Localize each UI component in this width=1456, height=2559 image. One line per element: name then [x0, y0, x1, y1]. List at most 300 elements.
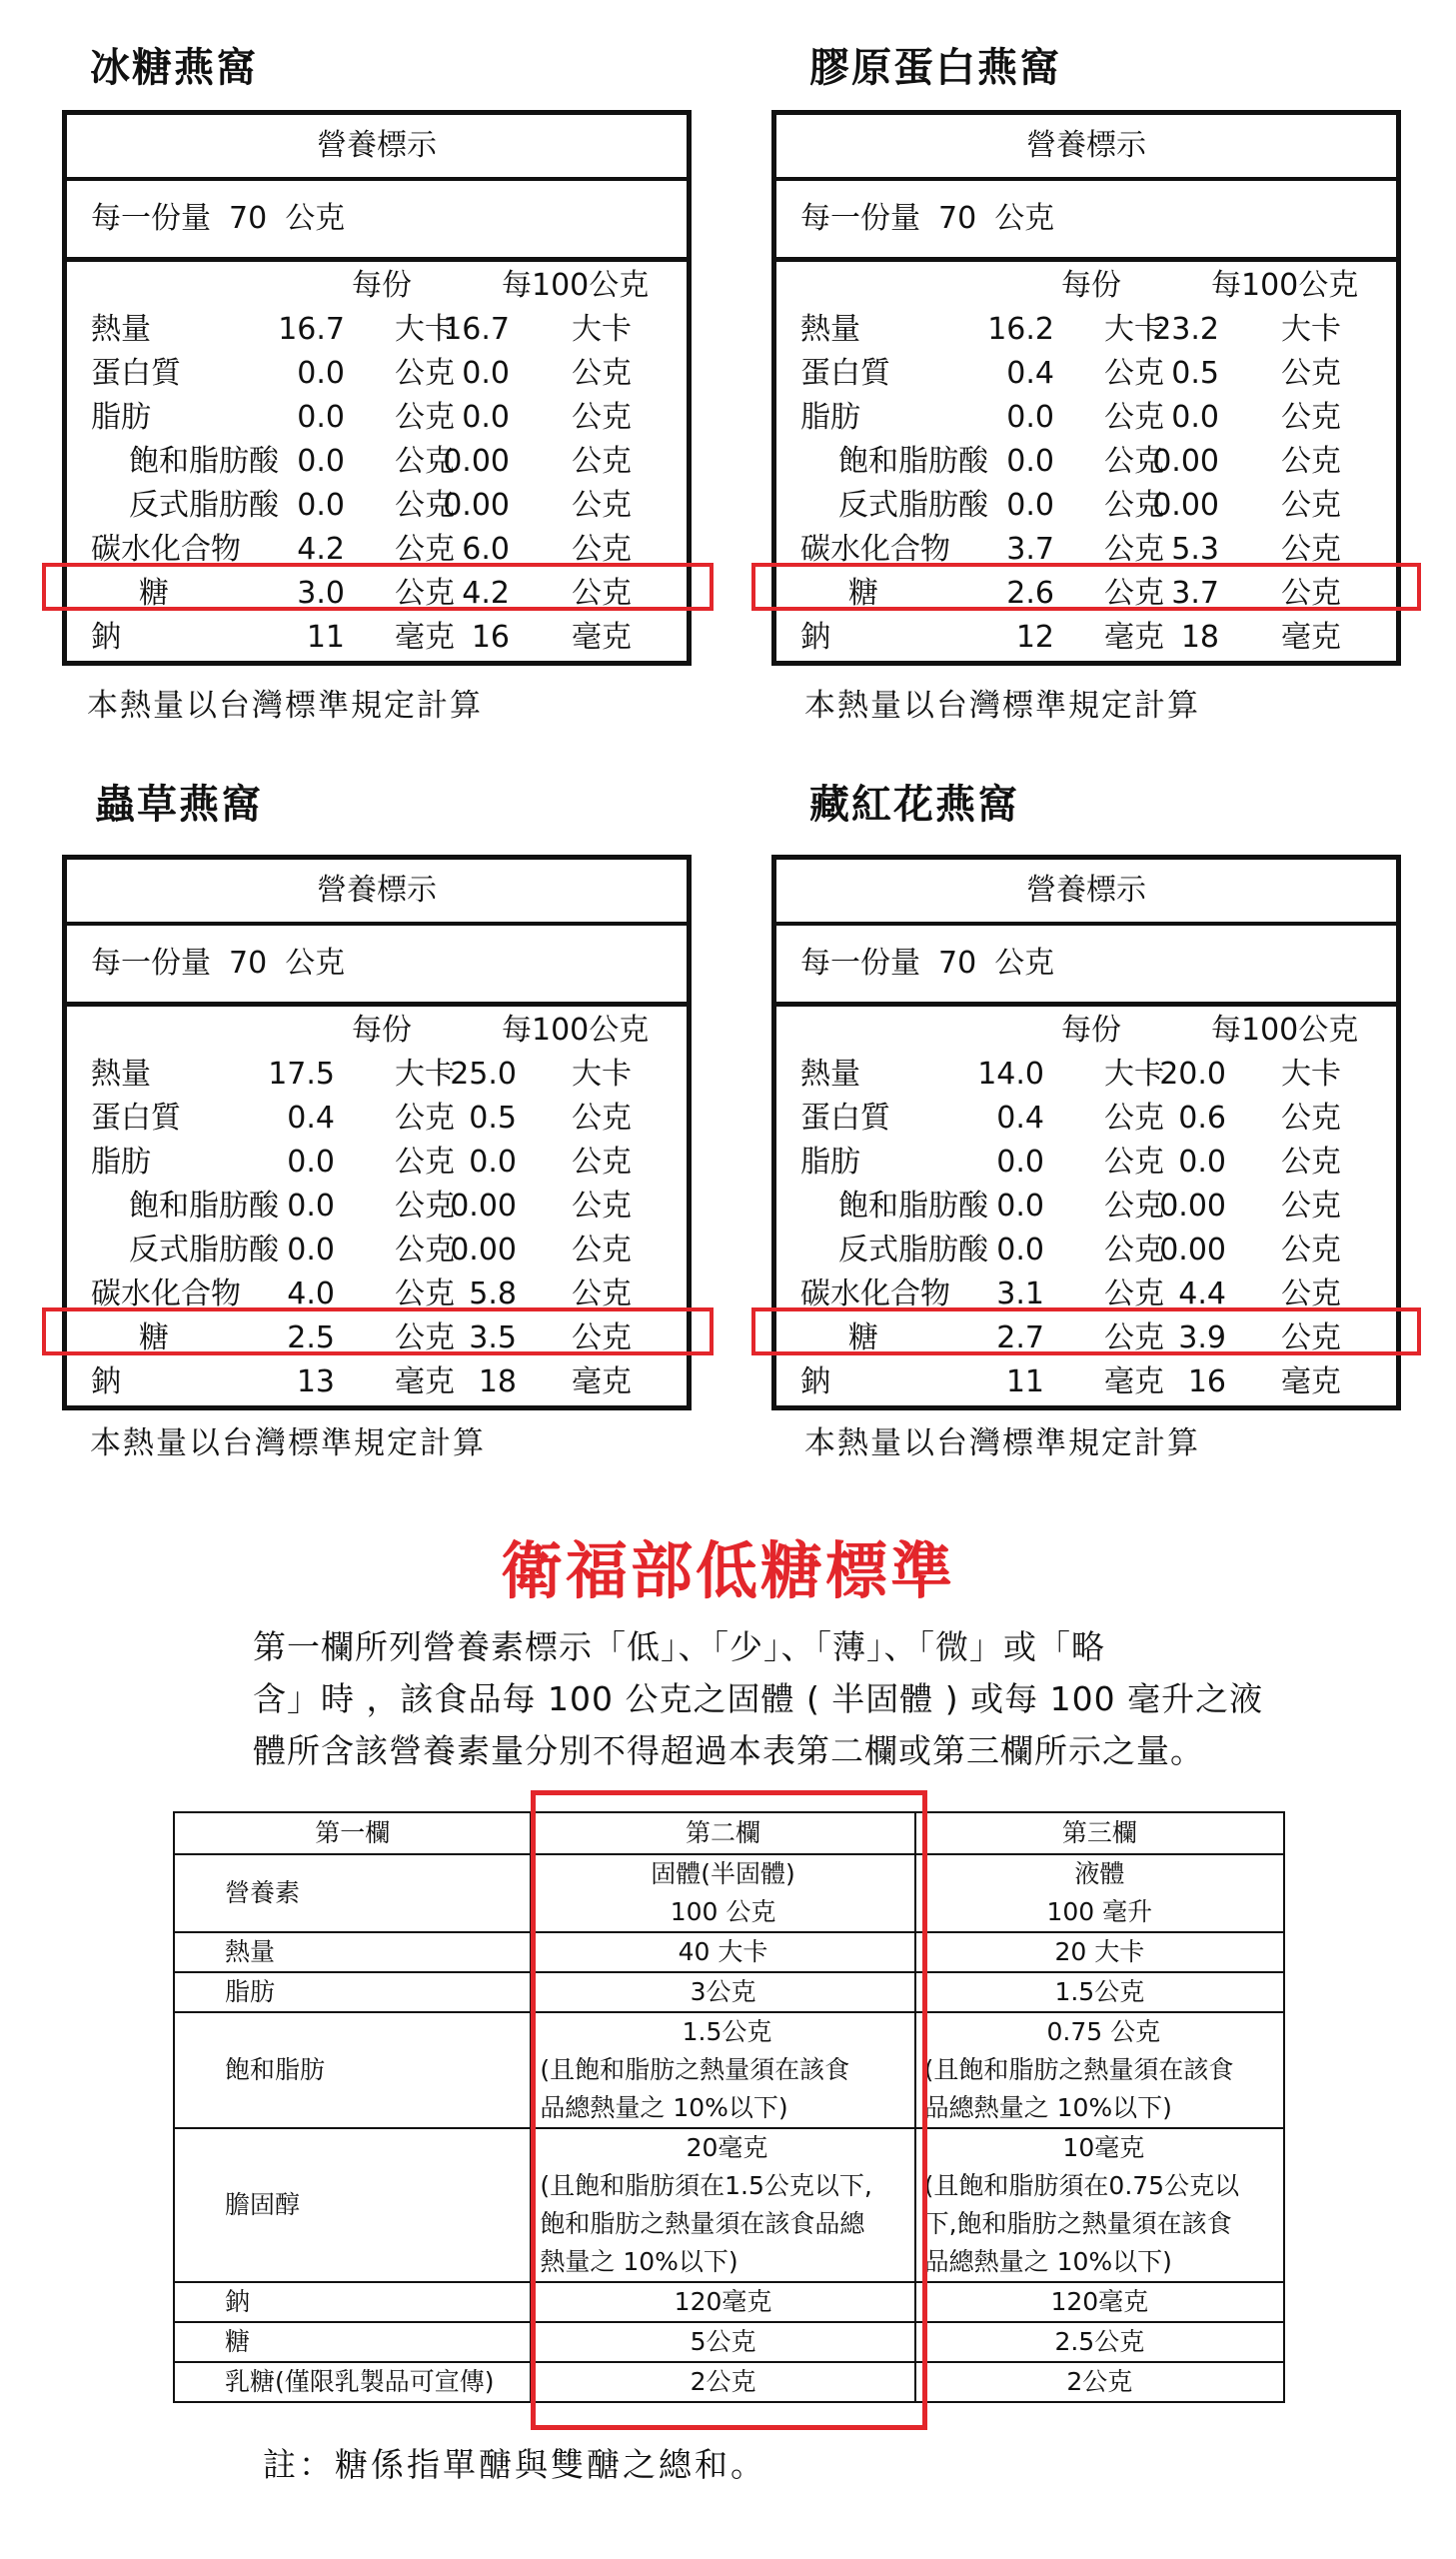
row-energy-solid: 40 大卡 [531, 1932, 914, 1972]
unit-per-100g: 公克 [572, 1145, 632, 1180]
value-per-100g: 0.0 [1171, 400, 1219, 435]
value-per-100g: 3.7 [1171, 576, 1219, 611]
nutrition-body [67, 1007, 687, 1404]
serving-label: 每一份量 [800, 201, 920, 236]
unit-per-serving: 大卡 [395, 1057, 455, 1092]
value-per-100g: 0.5 [1171, 356, 1219, 391]
unit-per-serving: 公克 [1104, 1101, 1164, 1136]
unit-per-100g: 公克 [572, 1189, 632, 1224]
calorie-footnote: 本熱量以台灣標準規定計算 [804, 1425, 1200, 1461]
standard-note: 註：糖係指單醣與雙醣之總和。 [263, 2445, 766, 2484]
unit-per-serving: 公克 [395, 356, 455, 391]
unit-per-serving: 公克 [1104, 1277, 1164, 1311]
nutrient-row [776, 572, 1396, 616]
nutrient-name: 鈉 [800, 620, 830, 655]
col-per-100g: 每100公克 [502, 268, 650, 303]
value-per-100g: 0.0 [469, 1145, 517, 1180]
cell-line: 下,飽和脂肪之熱量須在該食 [923, 2209, 1232, 2238]
value-per-serving: 0.0 [287, 1189, 335, 1224]
nutrient-row [776, 1273, 1396, 1316]
serving-value: 70 [938, 201, 977, 236]
value-per-serving: 17.5 [268, 1057, 335, 1092]
unit-per-serving: 公克 [1104, 488, 1164, 523]
row-sodium-name: 鈉 [174, 2282, 531, 2322]
unit-per-serving: 公克 [395, 1101, 455, 1136]
nutrient-row [67, 1316, 687, 1360]
unit-per-100g: 公克 [1281, 1277, 1341, 1311]
value-per-100g: 0.00 [450, 1233, 517, 1268]
row-sugar-name: 糖 [174, 2322, 531, 2362]
unit-per-serving: 公克 [1104, 576, 1164, 611]
value-per-serving: 0.0 [1006, 488, 1054, 523]
nutrition-label-table [62, 855, 692, 1410]
nutrition-body [776, 262, 1396, 660]
nutrient-name: 熱量 [91, 312, 151, 347]
unit-per-100g: 公克 [1281, 488, 1341, 523]
nutrient-name: 脂肪 [800, 400, 860, 435]
col-per-serving: 每份 [1061, 1013, 1121, 1048]
nutrient-row [776, 1097, 1396, 1141]
cell-line: (且飽和脂肪之熱量須在該食 [923, 2055, 1234, 2084]
value-per-100g: 6.0 [462, 532, 510, 567]
col-per-100g: 每100公克 [1211, 1013, 1359, 1048]
value-per-serving: 0.0 [297, 400, 345, 435]
product-title: 冰糖燕窩 [90, 45, 258, 91]
nutrient-name: 碳水化合物 [91, 532, 241, 567]
unit-per-100g: 公克 [1281, 1233, 1341, 1268]
row-sugar-liquid: 2.5公克 [915, 2322, 1284, 2362]
cell-line: 1.5公克 [682, 2017, 772, 2046]
row-energy-liquid: 20 大卡 [915, 1932, 1284, 1972]
unit-per-serving: 毫克 [395, 620, 455, 655]
nutrient-row [776, 1185, 1396, 1229]
table-row [174, 2362, 1284, 2402]
value-per-100g: 23.2 [1152, 312, 1219, 347]
value-per-serving: 14.0 [977, 1057, 1044, 1092]
nutrient-name: 飽和脂肪酸 [129, 444, 279, 479]
nutrient-name: 蛋白質 [800, 1101, 890, 1136]
nutrient-name: 蛋白質 [91, 1101, 181, 1136]
value-per-100g: 16 [471, 620, 510, 655]
value-per-serving: 2.5 [287, 1320, 335, 1355]
value-per-serving: 12 [1015, 620, 1054, 655]
cell-line: 飽和脂肪之熱量須在該食品總 [540, 2209, 865, 2238]
value-per-serving: 16.2 [987, 312, 1054, 347]
nutrient-name: 碳水化合物 [800, 532, 950, 567]
unit-per-100g: 公克 [1281, 1320, 1341, 1355]
nutrient-name: 反式脂肪酸 [838, 488, 988, 523]
value-per-100g: 3.9 [1178, 1320, 1226, 1355]
value-per-100g: 3.5 [469, 1320, 517, 1355]
nutrient-name: 鈉 [800, 1364, 830, 1399]
nutrient-name: 鈉 [91, 620, 121, 655]
value-per-100g: 0.0 [1178, 1145, 1226, 1180]
unit-per-100g: 大卡 [1281, 312, 1341, 347]
unit-per-100g: 公克 [572, 1101, 632, 1136]
value-per-100g: 0.5 [469, 1101, 517, 1136]
value-per-100g: 0.00 [1152, 444, 1219, 479]
value-per-serving: 4.2 [297, 532, 345, 567]
nutrient-name: 糖 [139, 576, 169, 611]
serving-unit: 公克 [285, 946, 346, 981]
calorie-footnote: 本熱量以台灣標準規定計算 [804, 688, 1200, 724]
nutrient-name: 熱量 [91, 1057, 151, 1092]
nutrient-name: 反式脂肪酸 [838, 1233, 988, 1268]
nutrient-row [776, 484, 1396, 528]
nutrient-row [67, 1360, 687, 1404]
unit-per-100g: 公克 [572, 488, 632, 523]
nutrient-name: 脂肪 [800, 1145, 860, 1180]
unit-per-serving: 公克 [1104, 400, 1164, 435]
unit-per-100g: 公克 [572, 356, 632, 391]
cell-line: 品總熱量之 10%以下) [923, 2093, 1172, 2122]
nutrient-row [776, 1316, 1396, 1360]
nutrient-row [776, 440, 1396, 484]
nutrition-header: 營養標示 [776, 860, 1396, 926]
unit-per-serving: 公克 [395, 444, 455, 479]
serving-size [67, 926, 687, 1007]
row-lactose-solid: 2公克 [531, 2362, 914, 2402]
column-header-row [67, 1009, 687, 1053]
row-chol-name: 膽固醇 [174, 2128, 531, 2282]
value-per-100g: 0.00 [1159, 1189, 1226, 1224]
row-sodium-liquid: 120毫克 [915, 2282, 1284, 2322]
value-per-100g: 0.0 [462, 356, 510, 391]
value-per-100g: 0.00 [450, 1189, 517, 1224]
header-col1: 第一欄 [174, 1812, 531, 1854]
product-title: 藏紅花燕窩 [809, 782, 1019, 828]
cell-line: 液體 [1074, 1859, 1125, 1888]
value-per-serving: 16.7 [278, 312, 345, 347]
product-title: 膠原蛋白燕窩 [809, 45, 1061, 91]
value-per-100g: 0.00 [1152, 488, 1219, 523]
nutrient-row [67, 484, 687, 528]
value-per-serving: 0.0 [297, 488, 345, 523]
table-row [174, 1932, 1284, 1972]
table-row [174, 2012, 1284, 2128]
table-header-row [174, 1812, 1284, 1854]
nutrient-row [67, 1097, 687, 1141]
nutrient-name: 糖 [848, 576, 878, 611]
value-per-serving: 3.1 [996, 1277, 1044, 1311]
intro-line: 第一欄所列營養素標示「低」、「少」、「薄」、「微」或「略 [253, 1627, 1105, 1666]
nutrient-row [776, 616, 1396, 660]
unit-per-serving: 大卡 [1104, 1057, 1164, 1092]
table-row [174, 1854, 1284, 1932]
value-per-100g: 0.6 [1178, 1101, 1226, 1136]
row-fat-solid: 3公克 [531, 1972, 914, 2012]
row-nutrient-liquid [915, 1854, 1284, 1932]
value-per-serving: 0.0 [1006, 444, 1054, 479]
nutrient-name: 反式脂肪酸 [129, 1233, 279, 1268]
row-lactose-name: 乳糖(僅限乳製品可宣傳) [174, 2362, 531, 2402]
value-per-100g: 16 [1187, 1364, 1226, 1399]
row-sugar-solid: 5公克 [531, 2322, 914, 2362]
unit-per-100g: 公克 [572, 1233, 632, 1268]
table-row [174, 2282, 1284, 2322]
table-row [174, 2322, 1284, 2362]
row-lactose-liquid: 2公克 [915, 2362, 1284, 2402]
nutrient-row [776, 308, 1396, 352]
unit-per-serving: 公克 [1104, 1189, 1164, 1224]
unit-per-100g: 毫克 [572, 1364, 632, 1399]
nutrition-header: 營養標示 [67, 860, 687, 926]
value-per-serving: 0.4 [287, 1101, 335, 1136]
value-per-serving: 0.0 [996, 1233, 1044, 1268]
value-per-serving: 0.4 [996, 1101, 1044, 1136]
serving-unit: 公克 [994, 946, 1055, 981]
unit-per-serving: 大卡 [395, 312, 455, 347]
value-per-100g: 20.0 [1159, 1057, 1226, 1092]
unit-per-serving: 毫克 [1104, 1364, 1164, 1399]
row-chol-liquid [915, 2128, 1284, 2282]
nutrition-header: 營養標示 [776, 115, 1396, 181]
nutrient-name: 脂肪 [91, 400, 151, 435]
cell-line: 品總熱量之 10%以下) [540, 2093, 788, 2122]
unit-per-serving: 公克 [395, 576, 455, 611]
unit-per-100g: 大卡 [1281, 1057, 1341, 1092]
intro-line: 體所含該營養素量分別不得超過本表第二欄或第三欄所示之量。 [253, 1731, 1204, 1770]
nutrient-name: 脂肪 [91, 1145, 151, 1180]
value-per-100g: 4.2 [462, 576, 510, 611]
row-fat-name: 脂肪 [174, 1972, 531, 2012]
row-fat-liquid: 1.5公克 [915, 1972, 1284, 2012]
serving-label: 每一份量 [91, 946, 211, 981]
value-per-serving: 11 [306, 620, 345, 655]
unit-per-serving: 公克 [1104, 1320, 1164, 1355]
column-header-row [776, 264, 1396, 308]
value-per-100g: 0.0 [462, 400, 510, 435]
unit-per-100g: 公克 [1281, 532, 1341, 567]
cell-line: 10毫克 [1062, 2133, 1145, 2162]
column-header-row [776, 1009, 1396, 1053]
nutrient-row [776, 1229, 1396, 1273]
cell-line: (且飽和脂肪須在0.75公克以 [923, 2171, 1240, 2200]
nutrition-header: 營養標示 [67, 115, 687, 181]
nutrient-row [67, 352, 687, 396]
nutrient-name: 鈉 [91, 1364, 121, 1399]
unit-per-100g: 公克 [1281, 356, 1341, 391]
table-row [174, 2128, 1284, 2282]
product-title: 蟲草燕窩 [95, 782, 263, 828]
unit-per-serving: 毫克 [395, 1364, 455, 1399]
col-per-serving: 每份 [1061, 268, 1121, 303]
value-per-100g: 16.7 [443, 312, 510, 347]
unit-per-100g: 公克 [572, 1320, 632, 1355]
unit-per-serving: 公克 [395, 1233, 455, 1268]
serving-size [776, 181, 1396, 262]
nutrient-row [776, 1360, 1396, 1404]
unit-per-serving: 公克 [1104, 532, 1164, 567]
nutrition-body [67, 262, 687, 660]
unit-per-100g: 毫克 [1281, 1364, 1341, 1399]
nutrient-row [67, 1053, 687, 1097]
unit-per-100g: 公克 [572, 1277, 632, 1311]
nutrient-row [67, 308, 687, 352]
header-col3: 第三欄 [915, 1812, 1284, 1854]
cell-line: 固體(半固體) [651, 1859, 795, 1888]
value-per-100g: 5.3 [1171, 532, 1219, 567]
value-per-serving: 13 [296, 1364, 335, 1399]
value-per-serving: 0.4 [1006, 356, 1054, 391]
unit-per-serving: 公克 [1104, 1233, 1164, 1268]
cell-line: 100 公克 [670, 1897, 776, 1926]
value-per-100g: 18 [1180, 620, 1219, 655]
row-nutrient-name: 營養素 [174, 1854, 531, 1932]
nutrient-row [67, 1141, 687, 1185]
col-per-serving: 每份 [352, 1013, 412, 1048]
nutrient-row [776, 1053, 1396, 1097]
cell-line: 0.75 公克 [1046, 2017, 1161, 2046]
nutrient-name: 糖 [848, 1320, 878, 1355]
unit-per-serving: 公克 [395, 1189, 455, 1224]
serving-value: 70 [229, 946, 268, 981]
cell-line: 品總熱量之 10%以下) [923, 2247, 1172, 2276]
value-per-100g: 25.0 [450, 1057, 517, 1092]
serving-unit: 公克 [994, 201, 1055, 236]
unit-per-serving: 公克 [395, 400, 455, 435]
value-per-100g: 0.00 [443, 488, 510, 523]
nutrient-name: 碳水化合物 [91, 1277, 241, 1311]
value-per-100g: 18 [478, 1364, 517, 1399]
nutrient-row [776, 528, 1396, 572]
unit-per-serving: 公克 [395, 488, 455, 523]
col-per-serving: 每份 [352, 268, 412, 303]
calorie-footnote: 本熱量以台灣標準規定計算 [90, 1425, 486, 1461]
serving-label: 每一份量 [800, 946, 920, 981]
nutrient-row [67, 528, 687, 572]
nutrition-label-table [62, 110, 692, 666]
value-per-100g: 0.00 [443, 444, 510, 479]
value-per-serving: 0.0 [996, 1189, 1044, 1224]
nutrient-row [776, 1141, 1396, 1185]
unit-per-100g: 公克 [1281, 1189, 1341, 1224]
unit-per-100g: 公克 [1281, 1145, 1341, 1180]
row-nutrient-solid [531, 1854, 914, 1932]
unit-per-100g: 公克 [1281, 576, 1341, 611]
header-col2: 第二欄 [531, 1812, 914, 1854]
unit-per-100g: 毫克 [1281, 620, 1341, 655]
unit-per-serving: 公克 [395, 1277, 455, 1311]
row-satfat-name: 飽和脂肪 [174, 2012, 531, 2128]
value-per-serving: 0.0 [996, 1145, 1044, 1180]
cell-line: (且飽和脂肪須在1.5公克以下, [540, 2171, 872, 2200]
value-per-100g: 0.00 [1159, 1233, 1226, 1268]
value-per-serving: 0.0 [297, 356, 345, 391]
nutrient-name: 飽和脂肪酸 [838, 444, 988, 479]
value-per-serving: 0.0 [1006, 400, 1054, 435]
row-sodium-solid: 120毫克 [531, 2282, 914, 2322]
unit-per-100g: 公克 [572, 576, 632, 611]
value-per-serving: 0.0 [287, 1233, 335, 1268]
nutrient-row [67, 572, 687, 616]
serving-value: 70 [938, 946, 977, 981]
unit-per-serving: 毫克 [1104, 620, 1164, 655]
nutrient-name: 碳水化合物 [800, 1277, 950, 1311]
unit-per-100g: 公克 [572, 444, 632, 479]
cell-line: 熱量之 10%以下) [540, 2247, 738, 2276]
unit-per-100g: 公克 [572, 400, 632, 435]
unit-per-serving: 公克 [1104, 444, 1164, 479]
value-per-100g: 5.8 [469, 1277, 517, 1311]
cell-line: 20毫克 [686, 2133, 768, 2162]
nutrient-row [67, 396, 687, 440]
value-per-serving: 0.0 [297, 444, 345, 479]
serving-unit: 公克 [285, 201, 346, 236]
unit-per-serving: 公克 [395, 532, 455, 567]
value-per-serving: 11 [1005, 1364, 1044, 1399]
nutrient-name: 飽和脂肪酸 [129, 1189, 279, 1224]
row-satfat-liquid [915, 2012, 1284, 2128]
low-sugar-standard-table [173, 1811, 1285, 2403]
nutrient-name: 糖 [139, 1320, 169, 1355]
serving-label: 每一份量 [91, 201, 211, 236]
unit-per-100g: 公克 [1281, 1101, 1341, 1136]
col-per-100g: 每100公克 [1211, 268, 1359, 303]
nutrient-row [67, 1273, 687, 1316]
unit-per-100g: 公克 [1281, 444, 1341, 479]
nutrient-row [776, 352, 1396, 396]
nutrient-row [67, 1229, 687, 1273]
row-energy-name: 熱量 [174, 1932, 531, 1972]
unit-per-serving: 公克 [395, 1145, 455, 1180]
unit-per-serving: 公克 [1104, 1145, 1164, 1180]
unit-per-100g: 毫克 [572, 620, 632, 655]
value-per-serving: 4.0 [287, 1277, 335, 1311]
value-per-serving: 2.7 [996, 1320, 1044, 1355]
unit-per-100g: 公克 [1281, 400, 1341, 435]
nutrient-name: 反式脂肪酸 [129, 488, 279, 523]
nutrient-row [67, 616, 687, 660]
intro-line: 含」時 ，該食品每 100 公克之固體 ( 半固體 ) 或每 100 毫升之液 [253, 1679, 1264, 1718]
row-satfat-solid [531, 2012, 914, 2128]
unit-per-serving: 公克 [395, 1320, 455, 1355]
nutrient-name: 熱量 [800, 312, 860, 347]
unit-per-100g: 大卡 [572, 312, 632, 347]
nutrient-row [67, 1185, 687, 1229]
cell-line: (且飽和脂肪之熱量須在該食 [540, 2055, 850, 2084]
unit-per-serving: 大卡 [1104, 312, 1164, 347]
standard-intro [253, 1621, 1264, 1777]
nutrition-body [776, 1007, 1396, 1404]
col-per-100g: 每100公克 [502, 1013, 650, 1048]
unit-per-100g: 公克 [572, 532, 632, 567]
nutrient-name: 蛋白質 [91, 356, 181, 391]
cell-line: 100 毫升 [1046, 1897, 1153, 1926]
nutrition-label-table [771, 110, 1401, 666]
value-per-100g: 4.4 [1178, 1277, 1226, 1311]
serving-value: 70 [229, 201, 268, 236]
value-per-serving: 3.0 [297, 576, 345, 611]
column-header-row [67, 264, 687, 308]
serving-size [67, 181, 687, 262]
serving-size [776, 926, 1396, 1007]
value-per-serving: 0.0 [287, 1145, 335, 1180]
standard-title: 衛福部低糖標準 [500, 1534, 955, 1607]
unit-per-serving: 公克 [1104, 356, 1164, 391]
value-per-serving: 2.6 [1006, 576, 1054, 611]
table-row [174, 1972, 1284, 2012]
row-chol-solid [531, 2128, 914, 2282]
unit-per-100g: 大卡 [572, 1057, 632, 1092]
nutrient-name: 飽和脂肪酸 [838, 1189, 988, 1224]
calorie-footnote: 本熱量以台灣標準規定計算 [87, 688, 483, 724]
nutrition-label-table [771, 855, 1401, 1410]
value-per-serving: 3.7 [1006, 532, 1054, 567]
nutrient-name: 熱量 [800, 1057, 860, 1092]
nutrient-name: 蛋白質 [800, 356, 890, 391]
nutrient-row [67, 440, 687, 484]
